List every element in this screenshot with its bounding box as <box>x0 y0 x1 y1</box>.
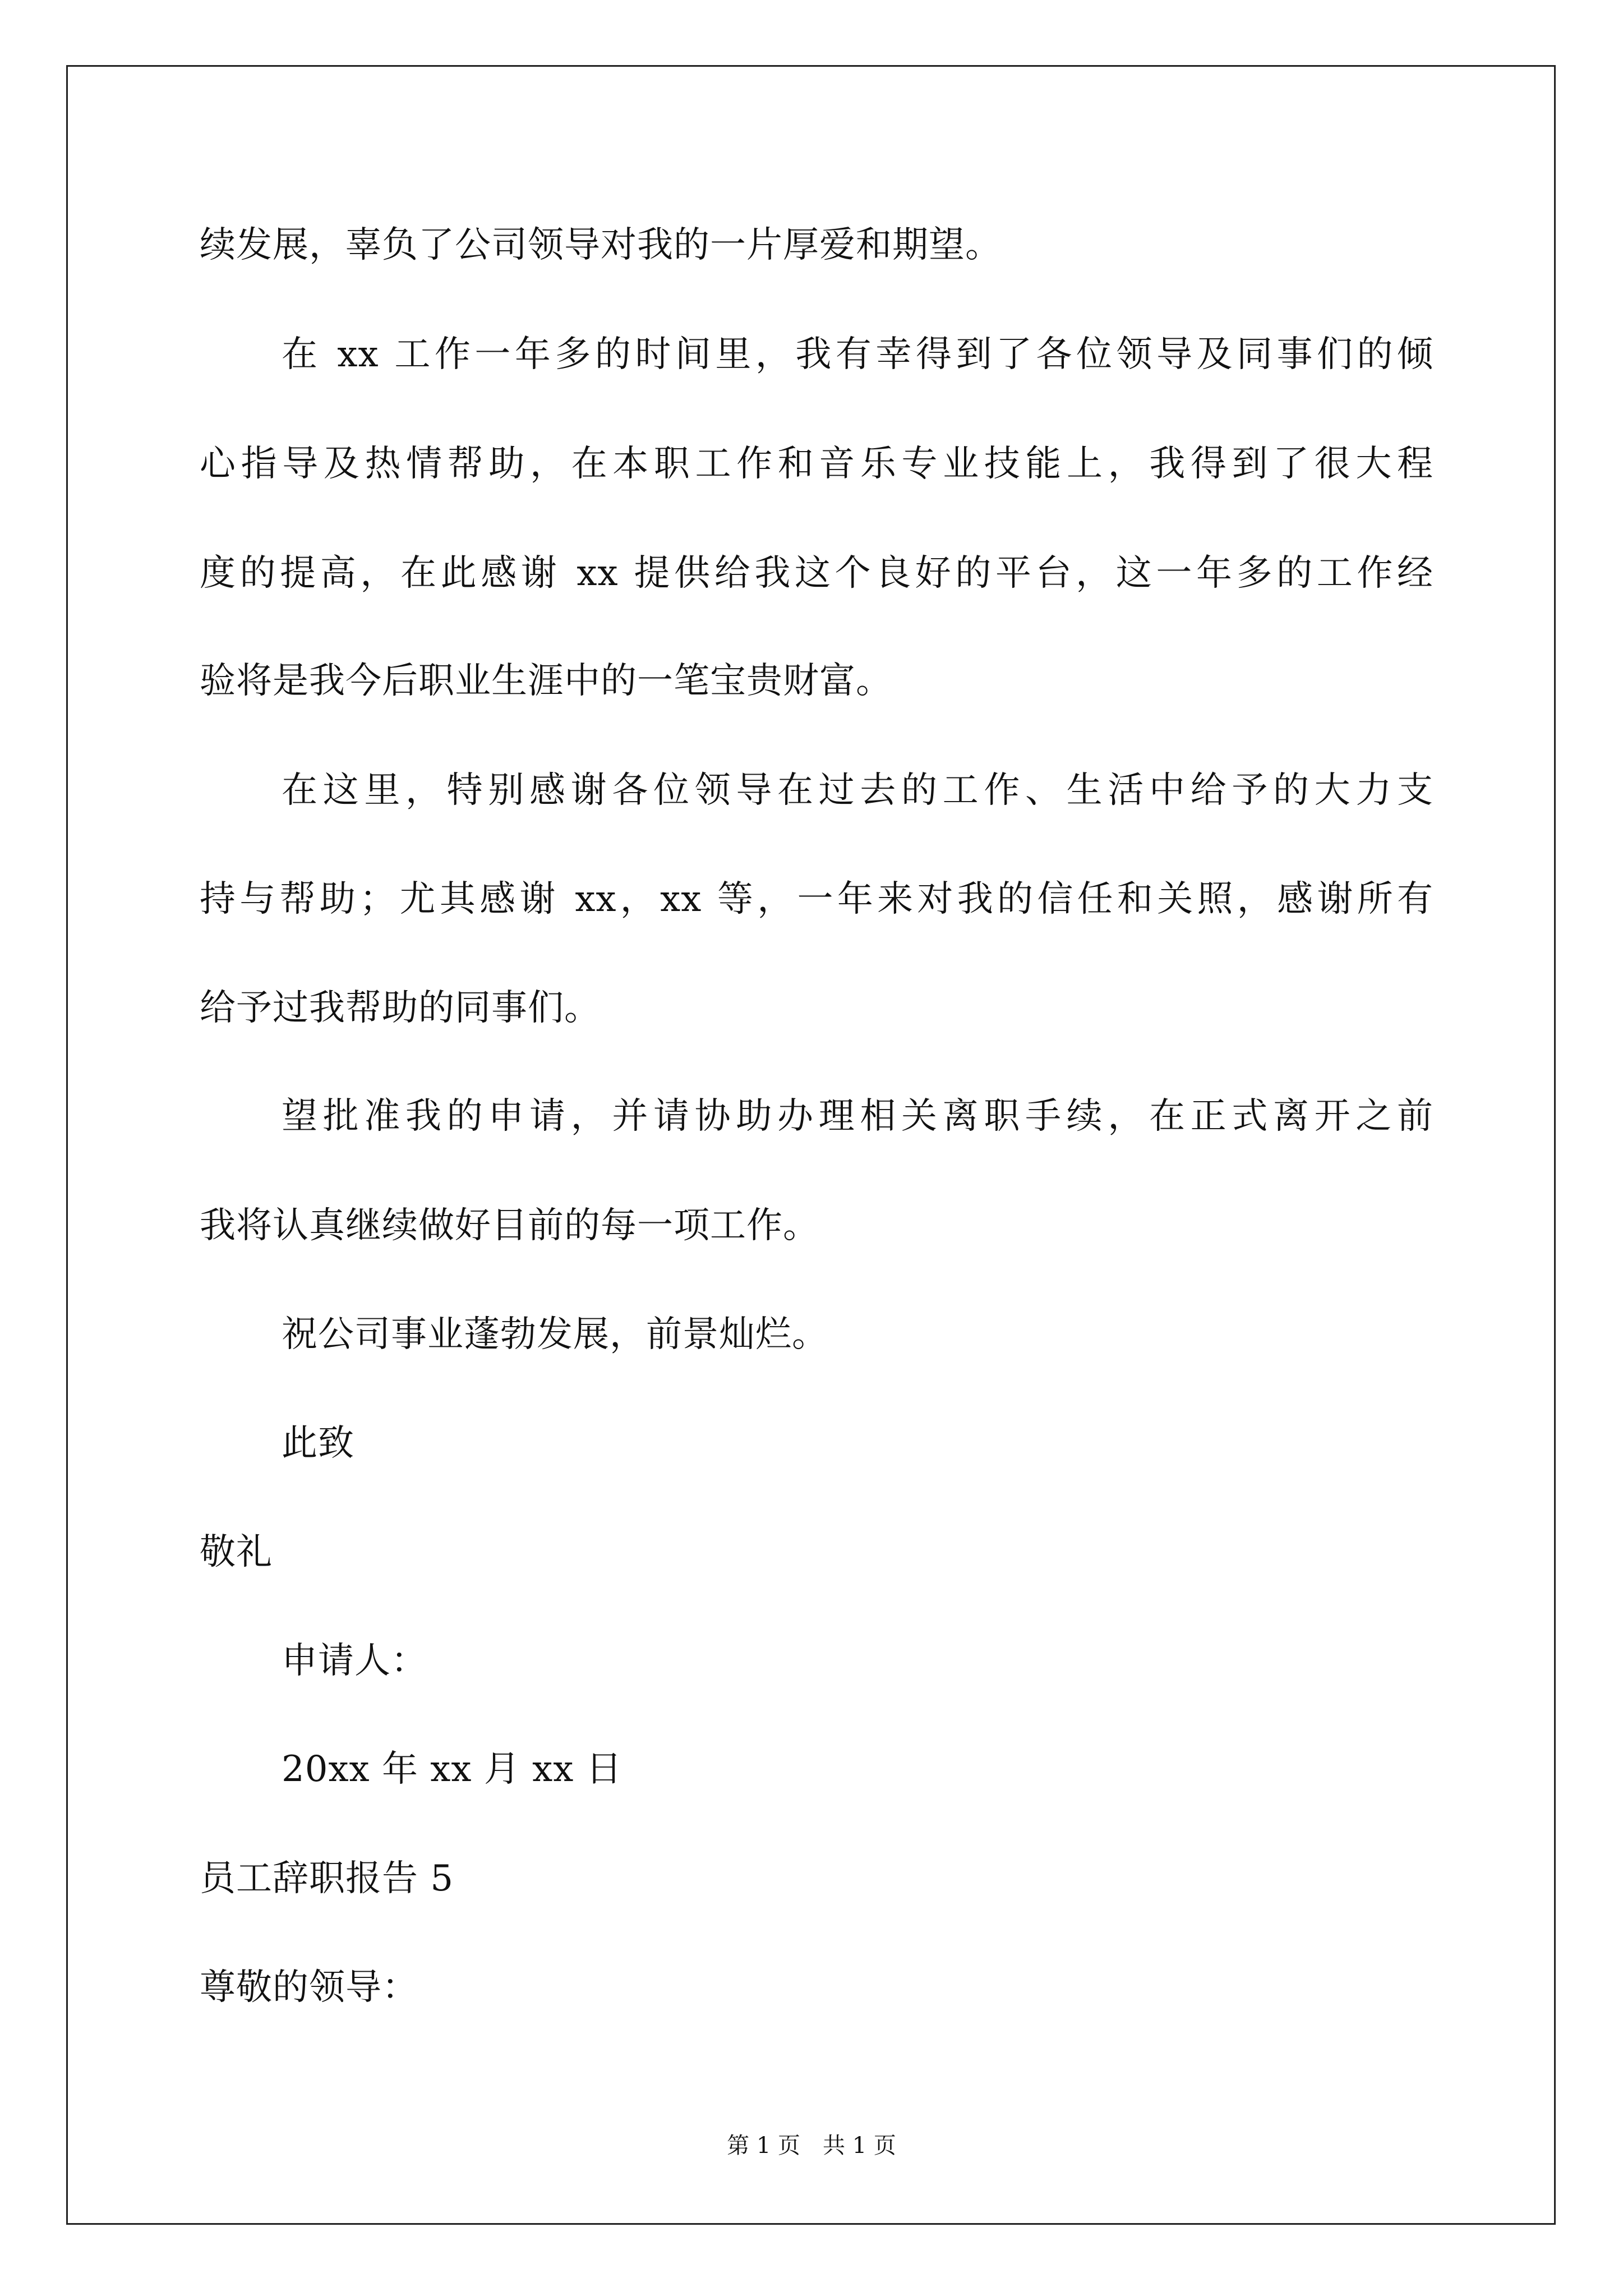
closing-regards: 敬礼 <box>200 1531 273 1573</box>
paragraph-line: 祝公司事业蓬勃发展，前景灿烂。 <box>282 1314 828 1355</box>
paragraph-line: 给予过我帮助的同事们。 <box>200 987 601 1029</box>
applicant-label: 申请人： <box>282 1640 427 1682</box>
paragraph-line: 持与帮助；尤其感谢 xx，xx 等，一年来对我的信任和关照，感谢所有 <box>200 878 1433 920</box>
page-border <box>66 65 1556 2225</box>
page-total: 共 1 页 <box>823 2133 896 2159</box>
paragraph-line: 续发展，辜负了公司领导对我的一片厚爱和期望。 <box>200 224 1002 266</box>
paragraph-line: 我将认真继续做好目前的每一项工作。 <box>200 1205 819 1246</box>
paragraph-line: 度的提高，在此感谢 xx 提供给我这个良好的平台，这一年多的工作经 <box>200 553 1433 594</box>
page-footer <box>0 2134 1623 2157</box>
closing-salutation: 此致 <box>282 1423 354 1464</box>
date-line: 20xx 年 xx 月 xx 日 <box>282 1749 623 1790</box>
paragraph-line: 在这里，特别感谢各位领导在过去的工作、生活中给予的大力支 <box>282 770 1433 811</box>
page-number: 第 1 页 <box>727 2133 800 2159</box>
section-heading: 员工辞职报告 5 <box>200 1858 454 1899</box>
greeting-line: 尊敬的领导： <box>200 1967 418 2008</box>
paragraph-line: 望批准我的申请，并请协助办理相关离职手续，在正式离开之前 <box>282 1096 1433 1137</box>
paragraph-line: 在 xx 工作一年多的时间里，我有幸得到了各位领导及同事们的倾 <box>282 334 1433 375</box>
paragraph-line: 验将是我今后职业生涯中的一笔宝贵财富。 <box>200 660 892 702</box>
paragraph-line: 心指导及热情帮助，在本职工作和音乐专业技能上，我得到了很大程 <box>200 443 1433 485</box>
